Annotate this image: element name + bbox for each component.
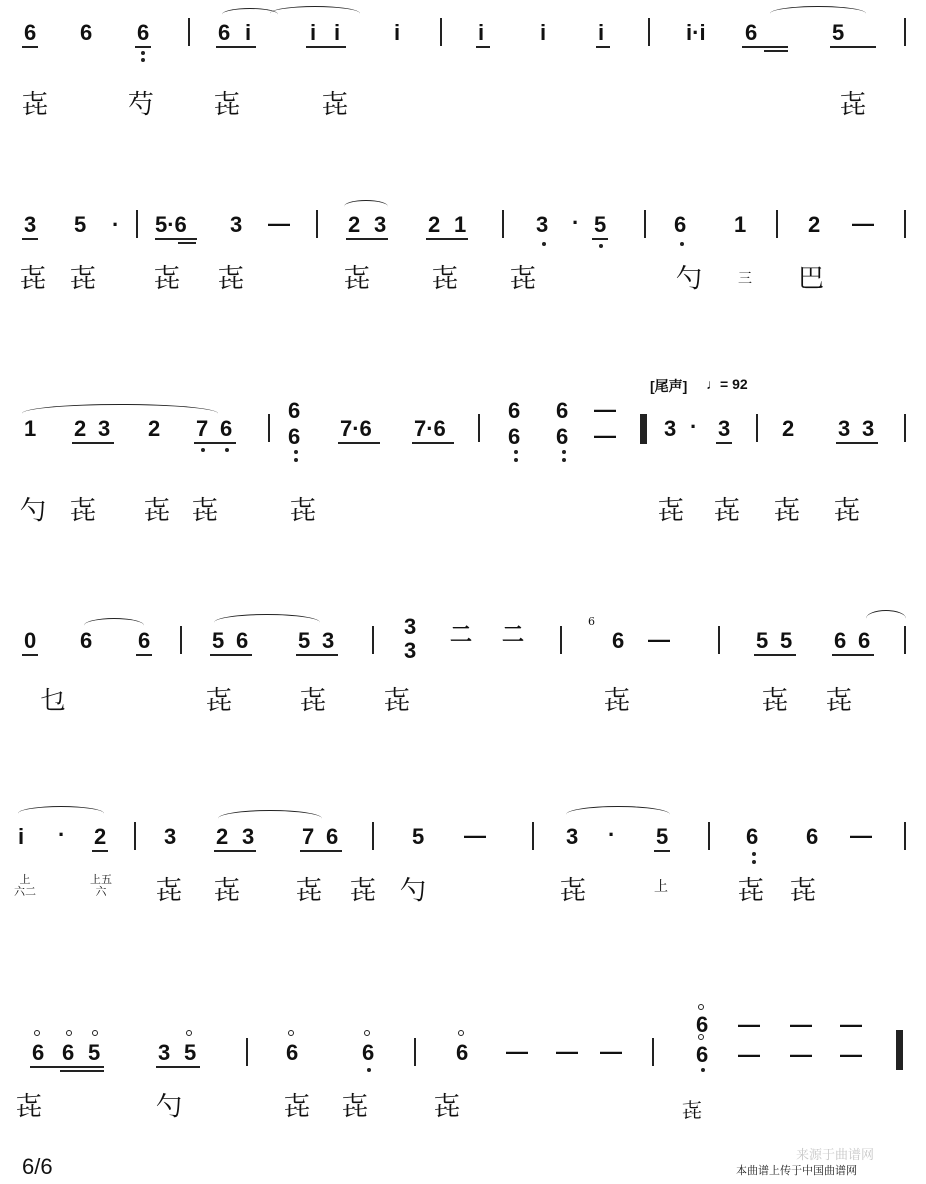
dash: —	[594, 423, 616, 448]
barline	[904, 822, 906, 850]
underline	[654, 850, 670, 852]
jianzipu-char: 㐂	[218, 264, 245, 294]
barline	[708, 822, 710, 850]
dash: —	[648, 627, 670, 652]
note: 3	[24, 212, 37, 237]
underline	[22, 46, 38, 48]
note: 6	[218, 20, 231, 45]
jianzipu-char: 勺	[20, 496, 47, 526]
low-dot	[367, 1068, 371, 1072]
note: 6	[612, 628, 625, 653]
note: 6	[24, 20, 37, 45]
note: 7·6	[414, 416, 446, 441]
note: 6	[80, 628, 93, 653]
high-dot	[288, 1030, 294, 1036]
note: 3	[322, 628, 335, 653]
note: i	[18, 824, 25, 849]
barline	[652, 1038, 654, 1066]
low-dot	[599, 244, 603, 248]
double-barline	[640, 414, 647, 444]
note: 5	[412, 824, 425, 849]
underline	[136, 654, 152, 656]
note: 2	[94, 824, 107, 849]
slur	[270, 6, 360, 21]
dash: —	[790, 1012, 812, 1037]
note: 7	[196, 416, 209, 441]
staff-line-3	[0, 370, 926, 540]
jianzipu-char: 㐂	[156, 876, 183, 906]
note: 6	[362, 1040, 375, 1065]
slur	[18, 806, 104, 821]
jianzipu-char: 㐂	[738, 876, 765, 906]
note: i	[310, 20, 317, 45]
barline	[644, 210, 646, 238]
high-dot	[698, 1004, 704, 1010]
barline	[478, 414, 480, 442]
note: 6	[556, 424, 569, 449]
low-dot	[562, 458, 566, 462]
underline	[830, 46, 876, 48]
underline	[60, 1070, 104, 1072]
underline	[30, 1066, 104, 1068]
barline	[718, 626, 720, 654]
note: 5	[780, 628, 793, 653]
slur	[22, 404, 218, 423]
underline	[156, 1066, 200, 1068]
note: i	[540, 20, 547, 45]
note: 6	[80, 20, 93, 45]
note: 3	[230, 212, 243, 237]
jianzipu-char: 㐂	[384, 686, 411, 716]
slur	[84, 618, 144, 633]
barline	[904, 18, 906, 46]
underline	[338, 442, 380, 444]
underline	[716, 442, 732, 444]
note: 6	[745, 20, 758, 45]
note: 6	[674, 212, 687, 237]
underline	[346, 238, 388, 240]
note: ·	[58, 822, 66, 847]
note: 5	[594, 212, 607, 237]
note: 6	[508, 398, 521, 423]
jianzipu-char: 㐂	[20, 264, 47, 294]
barline	[136, 210, 138, 238]
note: 6	[32, 1040, 45, 1065]
underline	[592, 238, 608, 240]
dash: —	[268, 211, 290, 236]
jianzipu-char: 㐂	[840, 90, 867, 120]
note: 3	[862, 416, 875, 441]
note: 6	[456, 1040, 469, 1065]
jianzipu-char: 乜	[40, 686, 67, 716]
high-dot	[34, 1030, 40, 1036]
note: 5	[74, 212, 87, 237]
note: 6	[62, 1040, 75, 1065]
note: 3	[158, 1040, 171, 1065]
barline	[372, 822, 374, 850]
barline	[502, 210, 504, 238]
note: 7·6	[340, 416, 372, 441]
note: 6	[806, 824, 819, 849]
high-dot	[66, 1030, 72, 1036]
dash: —	[738, 1042, 760, 1067]
page-number: 6/6	[22, 1154, 53, 1179]
dash: —	[594, 397, 616, 422]
underline	[296, 654, 338, 656]
note: 1	[734, 212, 747, 237]
note: i·i	[686, 20, 706, 45]
note: i	[334, 20, 341, 45]
note: 5	[88, 1040, 101, 1065]
note: 5	[212, 628, 225, 653]
high-dot	[92, 1030, 98, 1036]
low-dot	[752, 852, 756, 856]
note: 6	[138, 628, 151, 653]
jianzipu-char: 㐂	[834, 496, 861, 526]
jianzipu-char: 㐂	[284, 1092, 311, 1122]
jianzipu-char: 㐂	[214, 876, 241, 906]
jianzipu-char: 㐂	[790, 876, 817, 906]
note: 1	[24, 416, 37, 441]
jianzipu-char: 㐂	[560, 876, 587, 906]
underline	[742, 46, 788, 48]
underline	[836, 442, 878, 444]
low-dot	[294, 458, 298, 462]
staff-line-6	[0, 1000, 926, 1130]
note: 3	[404, 638, 417, 663]
barline	[904, 626, 906, 654]
low-dot	[514, 458, 518, 462]
jianzipu-char: 㐂	[322, 90, 349, 120]
jianzipu-char: 㐂	[432, 264, 459, 294]
note: 3	[98, 416, 111, 441]
note: 5	[756, 628, 769, 653]
note: 6	[746, 824, 759, 849]
barline	[414, 1038, 416, 1066]
note: 2	[808, 212, 821, 237]
jianzipu-char: 㐂	[154, 264, 181, 294]
underline	[300, 850, 342, 852]
jianzipu-char: 㐂	[344, 264, 371, 294]
staff-line-1	[0, 0, 926, 130]
note: 7	[302, 824, 315, 849]
grace-note: 6	[588, 615, 595, 628]
dash: —	[738, 1012, 760, 1037]
note: 6	[508, 424, 521, 449]
note: 6	[288, 424, 301, 449]
jianzipu-char: 㐂	[300, 686, 327, 716]
note: 6	[286, 1040, 299, 1065]
jianzipu-char: 㐂	[214, 90, 241, 120]
jianzipu-char: 上五 六	[90, 873, 112, 898]
barline	[532, 822, 534, 850]
jianzipu-char: 㐂	[70, 496, 97, 526]
note: i	[598, 20, 605, 45]
dash: —	[852, 211, 874, 236]
low-dot	[141, 58, 145, 62]
slur	[770, 6, 866, 21]
note: ·	[690, 414, 698, 439]
jianzipu-char: 㐂	[658, 496, 685, 526]
underline	[832, 654, 874, 656]
note: 2	[348, 212, 361, 237]
note: 2	[216, 824, 229, 849]
note: 二	[502, 622, 525, 647]
barline	[776, 210, 778, 238]
jianzipu-char: 上	[654, 879, 668, 895]
slur	[866, 610, 906, 627]
jianzipu-char: 上 六二	[14, 873, 36, 898]
jianzipu-char: 巴	[798, 264, 825, 294]
low-dot	[701, 1068, 705, 1072]
dash: —	[506, 1039, 528, 1064]
dash: —	[850, 823, 872, 848]
high-dot	[458, 1030, 464, 1036]
note: 6	[137, 20, 150, 45]
jianzipu-char: 㐂	[296, 876, 323, 906]
barline	[134, 822, 136, 850]
watermark-site: 来源于曲谱网	[796, 1147, 875, 1162]
note: i	[245, 20, 252, 45]
jianzipu-char: 㐂	[22, 90, 49, 120]
note: 6	[326, 824, 339, 849]
note: ·	[608, 822, 616, 847]
note: 3	[664, 416, 677, 441]
jianzipu-char: 㐂	[144, 496, 171, 526]
jianzipu-char: 㐂	[826, 686, 853, 716]
note: i	[394, 20, 401, 45]
barline	[268, 414, 270, 442]
low-dot	[225, 448, 229, 452]
note: 6	[834, 628, 847, 653]
jianzipu-char: 㐂	[70, 264, 97, 294]
staff-line-2	[0, 198, 926, 308]
note: ·	[572, 210, 580, 235]
underline	[214, 850, 256, 852]
jianzipu-char: 㐂	[510, 264, 537, 294]
barline	[316, 210, 318, 238]
underline	[72, 442, 114, 444]
note: 5·6	[155, 212, 187, 237]
jianzipu-char: 㐂	[342, 1092, 369, 1122]
dash: —	[464, 823, 486, 848]
note: ·	[112, 212, 120, 237]
dash: —	[840, 1042, 862, 1067]
jianzipu-char: 芍	[128, 90, 155, 120]
underline	[194, 442, 236, 444]
dash: —	[556, 1039, 578, 1064]
note: 2	[428, 212, 441, 237]
jianzipu-char: 㐂	[774, 496, 801, 526]
staff-line-4	[0, 600, 926, 730]
final-barline	[896, 1030, 903, 1070]
note: 二	[450, 622, 473, 647]
barline	[648, 18, 650, 46]
note: 6	[556, 398, 569, 423]
dash: —	[790, 1042, 812, 1067]
barline	[560, 626, 562, 654]
watermark-text: 本曲谱上传于中国曲谱网	[736, 1165, 857, 1177]
barline	[188, 18, 190, 46]
underline	[476, 46, 490, 48]
note: 0	[24, 628, 37, 653]
underline	[178, 242, 196, 244]
barline	[180, 626, 182, 654]
underline	[92, 850, 108, 852]
jianzipu-char: 勺	[400, 876, 427, 906]
low-dot	[680, 242, 684, 246]
underline	[22, 654, 38, 656]
low-dot	[201, 448, 205, 452]
note: 5	[656, 824, 669, 849]
note: 2	[148, 416, 161, 441]
underline	[210, 654, 252, 656]
high-dot	[186, 1030, 192, 1036]
barline	[440, 18, 442, 46]
low-dot	[542, 242, 546, 246]
underline	[216, 46, 256, 48]
note: 3	[242, 824, 255, 849]
dash: —	[600, 1039, 622, 1064]
jianzipu-char: 㐂	[350, 876, 377, 906]
note: 3	[536, 212, 549, 237]
underline	[426, 238, 468, 240]
note: 3	[718, 416, 731, 441]
underline	[754, 654, 796, 656]
low-dot	[141, 51, 145, 55]
note: 6	[696, 1012, 709, 1037]
note: 3	[374, 212, 387, 237]
barline	[246, 1038, 248, 1066]
note: 6	[288, 398, 301, 423]
note: 2	[782, 416, 795, 441]
jianzipu-char: 勺	[156, 1092, 183, 1122]
barline	[756, 414, 758, 442]
jianzipu-char: 㐂	[762, 686, 789, 716]
high-dot	[698, 1034, 704, 1040]
jianzipu-char: 三	[738, 271, 752, 287]
jianzipu-char: 㐂	[206, 686, 233, 716]
dash: —	[840, 1012, 862, 1037]
high-dot	[364, 1030, 370, 1036]
slur	[566, 806, 670, 823]
barline	[372, 626, 374, 654]
jianzipu-char: 勺	[676, 264, 703, 294]
note: i	[478, 20, 485, 45]
underline	[412, 442, 454, 444]
barline	[904, 210, 906, 238]
low-dot	[752, 860, 756, 864]
note: 5	[298, 628, 311, 653]
note: 5	[832, 20, 845, 45]
underline	[22, 238, 38, 240]
jianzipu-char: 㐂	[682, 1098, 702, 1122]
low-dot	[562, 450, 566, 454]
underline	[135, 46, 151, 48]
note: 6	[696, 1042, 709, 1067]
barline	[904, 414, 906, 442]
note: 3	[164, 824, 177, 849]
note: 6	[220, 416, 233, 441]
jianzipu-char: 㐂	[290, 496, 317, 526]
jianzipu-char: 㐂	[434, 1092, 461, 1122]
note: 1	[454, 212, 467, 237]
jianzipu-char: 㐂	[714, 496, 741, 526]
note: 2	[74, 416, 87, 441]
low-dot	[514, 450, 518, 454]
note: 3	[838, 416, 851, 441]
note: 3	[404, 614, 417, 639]
note: 5	[184, 1040, 197, 1065]
underline	[155, 238, 197, 240]
note: 6	[858, 628, 871, 653]
note: 3	[566, 824, 579, 849]
staff-line-5	[0, 800, 926, 930]
section-marker: [尾声]	[650, 378, 688, 394]
jianzipu-char: 㐂	[604, 686, 631, 716]
jianzipu-char: 㐂	[16, 1092, 43, 1122]
low-dot	[294, 450, 298, 454]
note: 6	[236, 628, 249, 653]
underline	[306, 46, 346, 48]
tempo-marking: ♩= 92	[706, 376, 748, 392]
underline	[596, 46, 610, 48]
underline	[764, 50, 788, 52]
jianzipu-char: 㐂	[192, 496, 219, 526]
